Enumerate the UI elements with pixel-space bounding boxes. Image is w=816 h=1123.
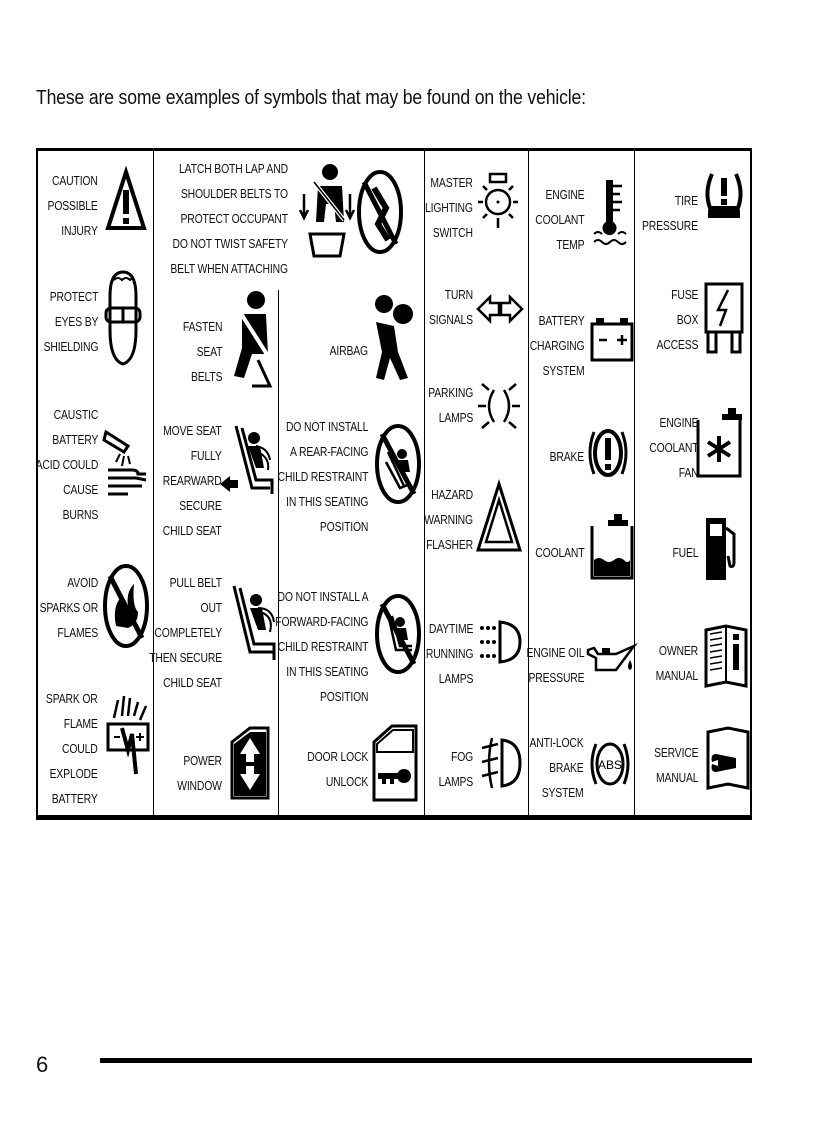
oil-pressure-label: ENGINE OIL PRESSURE	[526, 645, 584, 685]
hazard-triangle-icon	[476, 480, 522, 554]
child-seat-belt-icon	[230, 582, 280, 668]
daytime-lamp-icon	[478, 618, 522, 666]
coolant-label: COOLANT	[534, 545, 584, 560]
power-window-label: POWER WINDOW	[177, 753, 222, 793]
abs-label: ANTI-LOCK BRAKE SYSTEM	[529, 735, 584, 800]
spark-explode-label: SPARK OR FLAME COULD EXPLODE BATTERY	[46, 691, 98, 806]
brake-label: BRAKE	[549, 449, 584, 464]
caustic-label: CAUSTIC BATTERY ACID COULD CAUSE BURNS	[35, 407, 98, 522]
goggles-face-icon	[104, 268, 142, 368]
protect-eyes-label: PROTECT EYES BY SHIELDING	[43, 289, 98, 354]
tire-pressure-label: TIRE PRESSURE	[642, 193, 698, 233]
fan-icon	[696, 406, 742, 480]
abs-icon	[590, 738, 630, 790]
battery-spark-icon	[106, 694, 150, 776]
fog-lamps-label: FOG LAMPS	[438, 749, 473, 789]
fasten-label: FASTEN SEAT BELTS	[182, 319, 222, 384]
power-window-icon	[228, 724, 272, 802]
airbag-label: AIRBAG	[329, 343, 368, 358]
move-seat-label: MOVE SEAT FULLY REARWARD SECURE CHILD SEAT	[163, 423, 222, 538]
column-divider	[278, 290, 279, 816]
page-number: 6	[36, 1052, 49, 1077]
parking-lamps-label: PARKING LAMPS	[428, 385, 473, 425]
tire-pressure-icon	[704, 168, 744, 222]
master-lighting-label: MASTER LIGHTING SWITCH	[425, 175, 473, 240]
turn-arrows-icon	[476, 294, 524, 324]
fuse-box-label: FUSE BOX ACCESS	[656, 287, 698, 352]
seatbelt-person-icon	[228, 290, 274, 388]
latch-belts-label: LATCH BOTH LAP AND SHOULDER BELTS TO PROTECT OCCUPANT DO NOT TWIST SAFETY BELT WHEN ATTACHING	[170, 161, 288, 276]
child-seat-icon	[218, 422, 276, 504]
owner-manual-label: OWNER MANUAL	[655, 643, 698, 683]
belt-person-icon	[300, 160, 354, 260]
battery-icon	[590, 316, 634, 364]
avoid-sparks-label: AVOID SPARKS OR FLAMES	[39, 575, 98, 640]
fog-lamp-icon	[478, 734, 522, 792]
abs-text: ABS	[597, 758, 623, 772]
coolant-reservoir-icon	[590, 512, 634, 582]
engine-coolant-temp-label: ENGINE COOLANT TEMP	[534, 187, 584, 252]
acid-hand-icon	[102, 428, 150, 498]
door-lock-icon	[370, 722, 420, 804]
engine-coolant-fan-label: ENGINE COOLANT FAN	[648, 415, 698, 480]
column-divider	[153, 148, 154, 816]
no-rear-child-seat-icon	[374, 422, 422, 506]
service-manual-label: SERVICE MANUAL	[653, 745, 698, 785]
no-rear-label: DO NOT INSTALL A REAR-FACING CHILD RESTRAINT IN THIS SEATING POSITION	[277, 419, 368, 534]
no-flame-icon	[102, 562, 150, 650]
column-divider	[634, 148, 635, 816]
oil-can-icon	[586, 642, 636, 676]
headlamp-switch-icon	[476, 172, 520, 230]
warning-triangle-icon	[106, 168, 146, 232]
fuel-label: FUEL	[672, 545, 698, 560]
caution-label: CAUTION POSSIBLE INJURY	[47, 173, 98, 238]
fuel-pump-icon	[704, 516, 740, 582]
thermometer-icon	[592, 176, 628, 248]
intro-text: These are some examples of symbols that may be found on the vehicle:	[36, 86, 586, 109]
hazard-label: HAZARD WARNING FLASHER	[424, 487, 473, 552]
no-twist-icon	[356, 168, 404, 256]
no-forward-child-seat-icon	[374, 592, 422, 676]
brake-icon	[588, 424, 628, 482]
door-lock-label: DOOR LOCK UNLOCK	[307, 749, 368, 789]
airbag-person-icon	[372, 292, 414, 380]
column-divider	[528, 148, 529, 816]
daytime-label: DAYTIME RUNNING LAMPS	[425, 621, 473, 686]
footer-rule	[100, 1058, 752, 1063]
book-wrench-icon	[706, 724, 750, 792]
parking-lamps-icon	[476, 378, 522, 434]
pull-belt-label: PULL BELT OUT COMPLETELY THEN SECURE CHILD SEAT	[149, 575, 222, 690]
turn-signals-label: TURN SIGNALS	[429, 287, 473, 327]
battery-label: BATTERY CHARGING SYSTEM	[529, 313, 584, 378]
no-forward-label: DO NOT INSTALL A FORWARD-FACING CHILD RESTRAINT IN THIS SEATING POSITION	[274, 589, 368, 704]
book-info-icon	[704, 622, 748, 690]
fuse-icon	[704, 280, 744, 358]
